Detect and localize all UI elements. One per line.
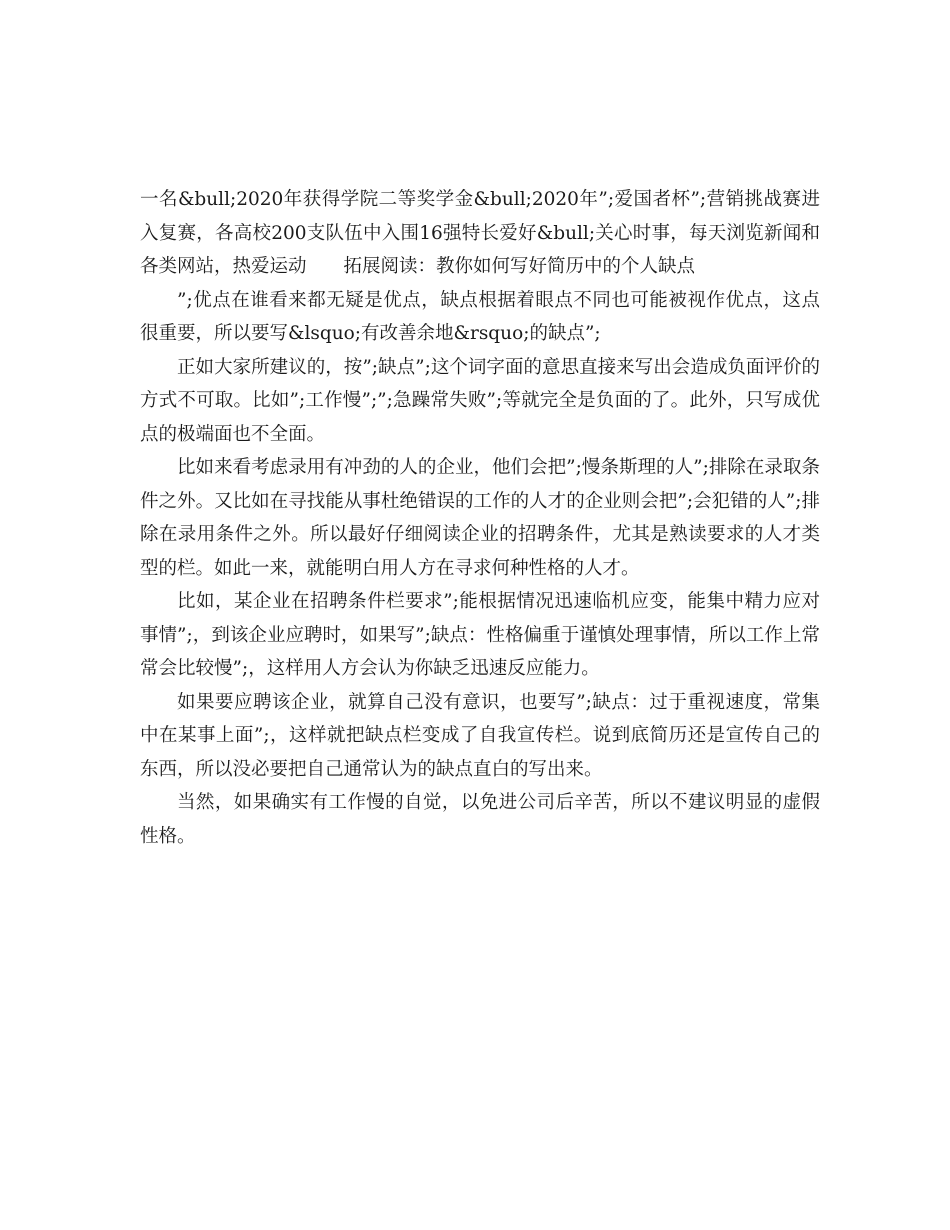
document-body [140,183,820,853]
paragraph-4: 比如来看考虑录用有冲劲的人的企业，他们会把”;慢条斯理的人”;排除在录取条件之外。又比如在寻找能从事杜绝错误的工作的人才的企业则会把”;会犯错的人”;排除在录用条件之外。所以最好仔细阅读企业的招聘条件，尤其是熟读要求的人才类型的栏。如此一来，就能明白用人方在寻求何种性格的人才。 [140,457,820,579]
paragraph-5: 比如，某企业在招聘条件栏要求”;能根据情况迅速临机应变，能集中精力应对事情”;，到该企业应聘时，如果写”;缺点：性格偏重于谨慎处理事情，所以工作上常常会比较慢”;，这样用人方会认为你缺乏迅速反应能力。 [140,591,820,679]
paragraph-2: ”;优点在谁看来都无疑是优点，缺点根据着眼点不同也可能被视作优点，这点很重要，所以要写&lsquo;有改善余地&rsquo;的缺点”; [140,289,820,344]
paragraph-1: 一名&bull;2020年获得学院二等奖学金&bull;2020年”;爱国者杯”;营销挑战赛进入复赛，各高校200支队伍中入围16强特长爱好&bull;关心时事，每天浏览新闻和各类网站，热爱运动 拓展阅读：教你如何写好简历中的个人缺点 [140,189,820,277]
paragraph-7: 当然，如果确实有工作慢的自觉，以免进公司后辛苦，所以不建议明显的虚假性格。 [140,792,820,847]
paragraph-3: 正如大家所建议的，按”;缺点”;这个词字面的意思直接来写出会造成负面评价的方式不可取。比如”;工作慢”;”;急躁常失败”;等就完全是负面的了。此外，只写成优点的极端面也不全面。 [140,356,820,445]
paragraph-6: 如果要应聘该企业，就算自己没有意识，也要写”;缺点：过于重视速度，常集中在某事上面”;，这样就把缺点栏变成了自我宣传栏。说到底简历还是宣传自己的东西，所以没必要把自己通常认为的缺点直白的写出来。 [140,691,820,780]
